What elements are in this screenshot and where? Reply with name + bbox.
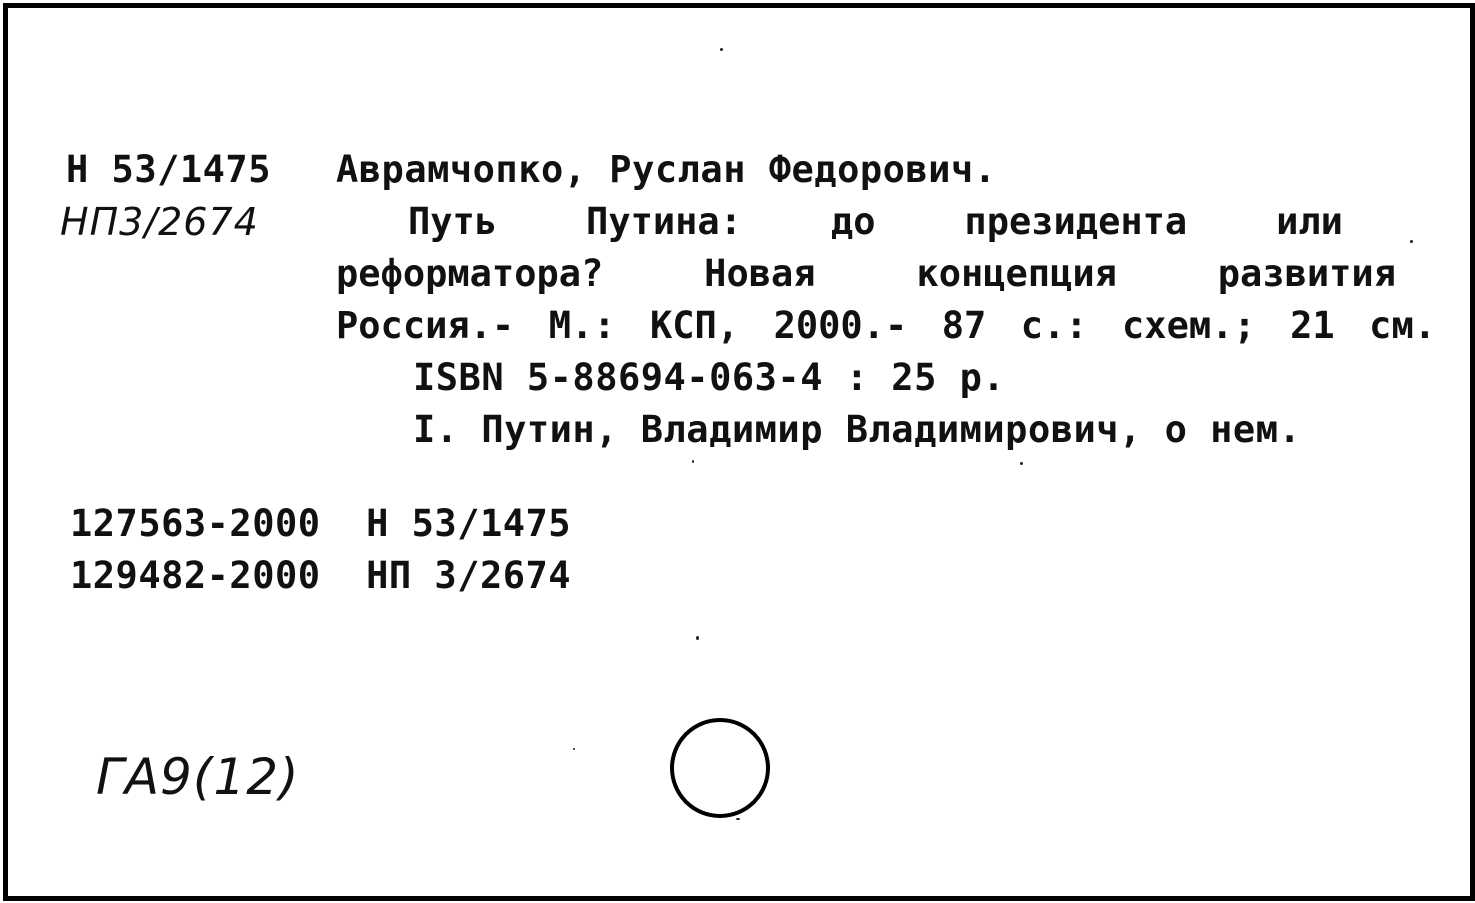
scan-speck xyxy=(720,48,723,51)
imprint-word: 87 xyxy=(941,304,987,347)
scan-speck xyxy=(692,460,694,463)
title-word: или xyxy=(1276,200,1343,243)
title-word: концепция xyxy=(916,252,1117,295)
inventory-line: 129482-2000 НП 3/2674 xyxy=(70,554,572,597)
shelf-mark-handwritten: ГА9(12) xyxy=(96,748,300,806)
catalog-card xyxy=(3,3,1475,901)
call-number-primary: Н 53/1475 xyxy=(66,148,271,191)
scan-speck xyxy=(1020,462,1023,465)
imprint-line xyxy=(336,302,1436,350)
title-word: президента xyxy=(964,200,1188,243)
title-word: реформатора? xyxy=(336,252,604,295)
scan-speck xyxy=(696,636,699,640)
isbn-line: ISBN 5-88694-063-4 : 25 р. xyxy=(413,356,1006,399)
imprint-word: М.: xyxy=(548,304,616,347)
title-line-1 xyxy=(408,198,1343,246)
author-heading: Аврамчопко, Руслан Федорович. xyxy=(336,148,997,191)
imprint-word: 2000.- xyxy=(773,304,908,347)
imprint-word: КСП, xyxy=(649,304,740,347)
imprint-word: с.: xyxy=(1020,304,1088,347)
title-word: Новая xyxy=(704,252,816,295)
title-line-2 xyxy=(336,250,1396,298)
imprint-word: см. xyxy=(1369,304,1436,347)
inventory-line: 127563-2000 Н 53/1475 xyxy=(70,502,572,545)
title-word: до xyxy=(830,200,876,243)
title-word: развития xyxy=(1217,252,1396,295)
imprint-word: Россия.- xyxy=(336,304,515,347)
scan-speck xyxy=(1410,240,1413,243)
call-number-handwritten: НП3/2674 xyxy=(60,200,259,244)
title-word: Путь xyxy=(408,200,498,243)
punch-hole-icon xyxy=(668,716,778,826)
scan-speck xyxy=(573,748,575,750)
imprint-word: схем.; xyxy=(1122,304,1256,347)
subject-line: I. Путин, Владимир Владимирович, о нем. xyxy=(413,408,1302,451)
scan-speck xyxy=(736,818,740,820)
imprint-word: 21 xyxy=(1290,304,1335,347)
title-word: Путина: xyxy=(586,200,742,243)
